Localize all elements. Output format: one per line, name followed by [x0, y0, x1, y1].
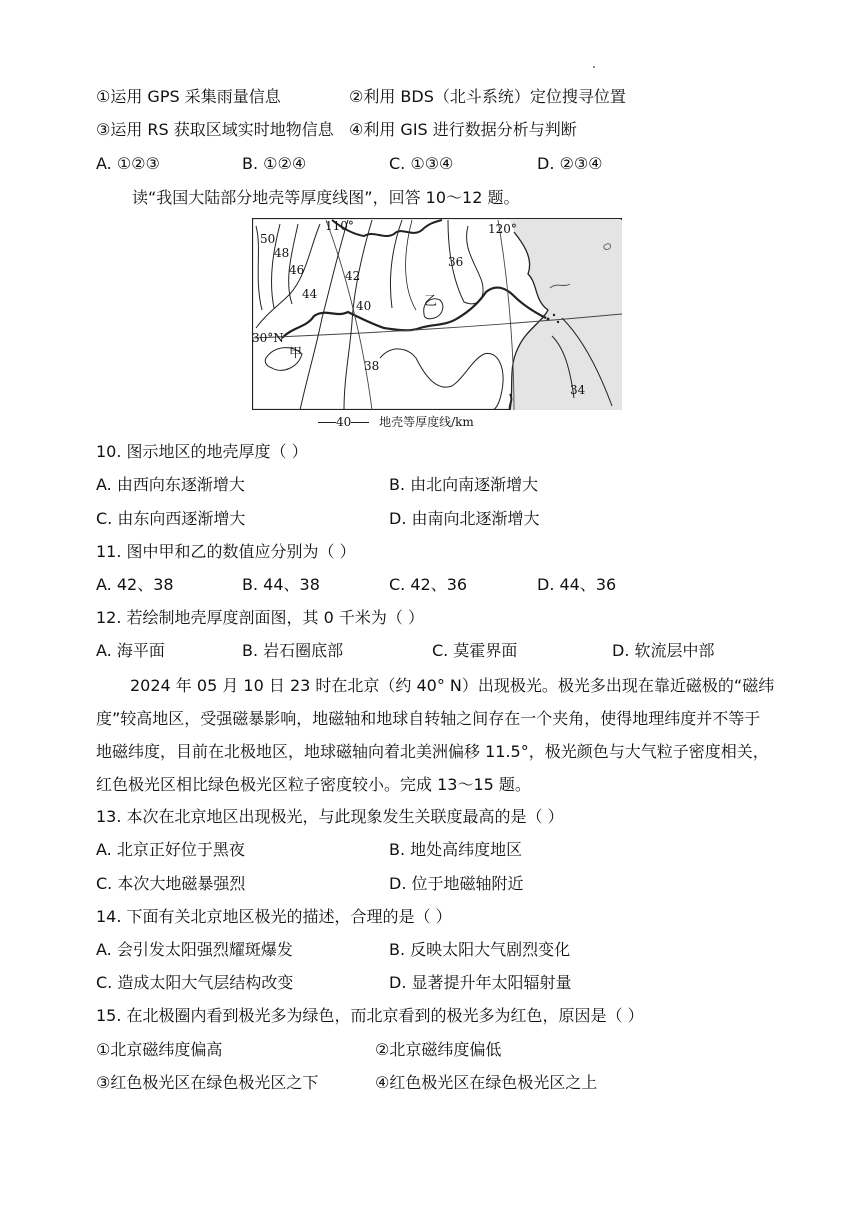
q15-item-2: ②北京磁纬度偏低 — [375, 1040, 502, 1059]
lat-label-30n: 30°N — [252, 331, 284, 345]
q14-option-a[interactable]: A. 会引发太阳强烈耀斑爆发 — [96, 940, 293, 959]
legend-text: 地壳等厚度线/km — [379, 415, 474, 429]
q11-stem: 11. 图中甲和乙的数值应分别为（ ） — [96, 542, 356, 561]
q10-option-a[interactable]: A. 由西向东逐渐增大 — [96, 475, 245, 494]
q9-option-a[interactable]: A. ①②③ — [96, 154, 160, 173]
q15-item-3: ③红色极光区在绿色极光区之下 — [96, 1073, 319, 1092]
q11-option-c[interactable]: C. 42、36 — [389, 575, 468, 594]
q12-option-c[interactable]: C. 莫霍界面 — [432, 641, 518, 660]
contour-label-34: 34 — [570, 383, 586, 397]
contour-label-42: 42 — [345, 269, 361, 283]
q12-option-d[interactable]: D. 软流层中部 — [612, 641, 715, 660]
legend-line-right — [351, 422, 369, 423]
q15-item-1: ①北京磁纬度偏高 — [96, 1040, 223, 1059]
legend-value: 40 — [336, 415, 352, 429]
q11-option-b[interactable]: B. 44、38 — [242, 575, 320, 594]
q12-option-a[interactable]: A. 海平面 — [96, 641, 165, 660]
q13-option-c[interactable]: C. 本次大地磁暴强烈 — [96, 874, 246, 893]
map-svg — [252, 218, 622, 410]
q10-option-c[interactable]: C. 由东向西逐渐增大 — [96, 509, 246, 528]
q9-option-b[interactable]: B. ①②④ — [242, 154, 307, 173]
q13-option-a[interactable]: A. 北京正好位于黑夜 — [96, 840, 245, 859]
q9-option-d[interactable]: D. ②③④ — [537, 154, 603, 173]
q10-option-d[interactable]: D. 由南向北逐渐增大 — [389, 509, 540, 528]
q9-item-1: ①运用 GPS 采集雨量信息 — [96, 87, 281, 106]
map-legend — [318, 413, 474, 430]
q14-option-c[interactable]: C. 造成太阳大气层结构改变 — [96, 973, 294, 992]
contour-label-44: 44 — [302, 287, 318, 301]
marker-yi: 乙 — [424, 294, 438, 309]
q9-item-2: ②利用 BDS（北斗系统）定位搜寻位置 — [349, 87, 626, 106]
intro-13-15-text: 2024 年 05 月 10 日 23 时在北京（约 40° N）出现极光。极光多出现在靠近磁极的“磁纬度”较高地区，受强磁暴影响，地磁轴和地球自转轴之间存在一个夹角，使得地理纬度并不等于地磁纬度，目前在北极地区，地球磁轴向着北美洲偏移 11.5°，极光颜色与大气粒子密度相关，红色极光区相比绿色极光区粒子密度较小。完成 13～15 题。 — [96, 676, 775, 794]
q11-option-d[interactable]: D. 44、36 — [537, 575, 617, 594]
q15-item-4: ④红色极光区在绿色极光区之上 — [375, 1073, 598, 1092]
contour-label-40: 40 — [356, 299, 372, 313]
legend-line-left — [318, 422, 336, 423]
contour-label-46: 46 — [289, 263, 305, 277]
q10-option-b[interactable]: B. 由北向南逐渐增大 — [389, 475, 539, 494]
q11-option-a[interactable]: A. 42、38 — [96, 575, 174, 594]
q15-stem: 15. 在北极圈内看到极光多为绿色，而北京看到的极光多为红色，原因是（ ） — [96, 1006, 644, 1025]
q12-option-b[interactable]: B. 岩石圈底部 — [242, 641, 344, 660]
contour-label-50: 50 — [260, 232, 276, 246]
contour-label-48: 48 — [274, 246, 290, 260]
q9-item-3: ③运用 RS 获取区域实时地物信息 — [96, 120, 334, 139]
q12-stem: 12. 若绘制地壳厚度剖面图，其 0 千米为（ ） — [96, 608, 424, 627]
intro-10-12: 读“我国大陆部分地壳等厚度线图”，回答 10～12 题。 — [132, 188, 520, 207]
q9-item-4: ④利用 GIS 进行数据分析与判断 — [349, 120, 577, 139]
q14-option-b[interactable]: B. 反映太阳大气剧烈变化 — [389, 940, 571, 959]
q13-stem: 13. 本次在北京地区出现极光，与此现象发生关联度最高的是（ ） — [96, 807, 564, 826]
crust-thickness-map — [252, 218, 622, 410]
contour-label-38: 38 — [364, 359, 380, 373]
q13-option-b[interactable]: B. 地处高纬度地区 — [389, 840, 523, 859]
contour-label-36: 36 — [448, 255, 464, 269]
marker-jia: 甲 — [289, 346, 303, 361]
lon-label-120: 120° — [488, 222, 517, 236]
intro-13-15 — [96, 669, 776, 801]
lon-label-110: 110° — [325, 219, 354, 233]
scan-speck — [593, 66, 595, 68]
q10-stem: 10. 图示地区的地壳厚度（ ） — [96, 442, 308, 461]
q14-option-d[interactable]: D. 显著提升年太阳辐射量 — [389, 973, 572, 992]
q13-option-d[interactable]: D. 位于地磁轴附近 — [389, 874, 524, 893]
q9-option-c[interactable]: C. ①③④ — [389, 154, 454, 173]
q14-stem: 14. 下面有关北京地区极光的描述，合理的是（ ） — [96, 907, 452, 926]
